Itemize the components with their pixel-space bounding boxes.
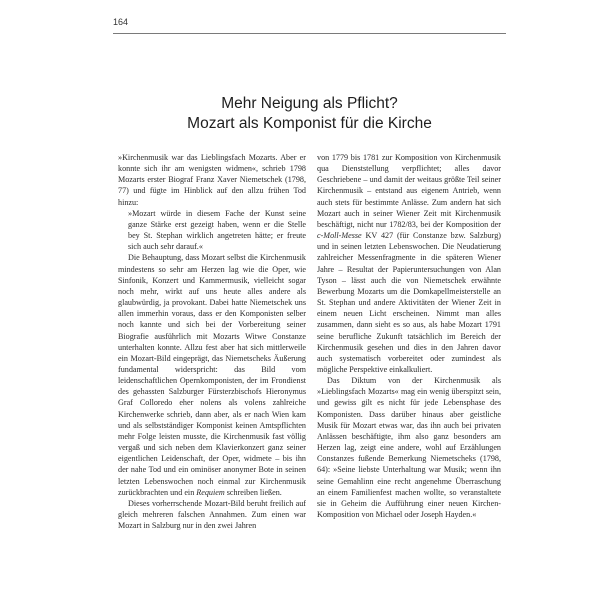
paragraph-text: schreiben ließen.: [224, 487, 282, 497]
heading-line-1: Mehr Neigung als Pflicht?: [221, 95, 398, 112]
heading-line-2: Mozart als Komponist für die Kirche: [187, 115, 432, 132]
paragraph: Das Diktum von der Kirchenmusik als »Lieblingsfach Mozarts« mag ein wenig überspitzt sein, und gewiss gilt es nicht für jede Lebensphase des Komponisten. Dass darüber hinaus aber geistliche Musik für Mozart etwas war, das ihn auch bei privaten Anlässen beschäftigte, ihm also ganz besonders am Herzen lag, zeigt eine andere, wohl auf Erzählungen Constanzes fußende Bemerkung Niemetscheks (1798, 64): »Seine liebste Unterhaltung war Musik; wenn ihn seine Gemahlinn eine recht angenehme Überraschung an einem Familienfest machen wollte, so veranstaltete sie in Geheim die Aufführung einer neuen Kirchen-Komposition von Michael oder Joseph Hayden.«: [317, 376, 501, 519]
requiem-title: Requiem: [196, 487, 225, 497]
chapter-heading: [113, 94, 506, 134]
paragraph: Dieses vorherrschende Mozart-Bild beruht freilich auf gleich mehreren falschen Annahmen. Zum einen war Mozart in Salzburg nur in den zwei Jahren: [118, 498, 306, 531]
right-column: [317, 152, 501, 520]
left-column: [118, 152, 306, 531]
paragraph: [317, 152, 501, 375]
paragraph: [118, 252, 306, 497]
paragraph-text: KV 427 (für Constanze bzw. Salzburg) und in seinen letzten Lebenswochen. Die Neudatierung zahlreicher Messenfragmente in die späteren Wiener Jahre – Resultat der Papieruntersuchungen von Alan Tyson – lässt auch die von Niemetschek erwähnte Bewerbung Mozarts um die Domkapellmeisterstelle an St. Stephan und andere Aktivitäten der Wiener Zeit in einem neuen Licht erscheinen. Nimmt man alles zusammen, dann sieht es so aus, als habe Mozart 1791 seine berufliche Zukunft tatsächlich im Bereich der Kirchenmusik gesehen und dies in den Jahren davor auch systematisch vorbereitet oder zumindest als mögliche Perspektive einkalkuliert.: [317, 231, 501, 374]
block-quote: »Mozart würde in diesem Fache der Kunst seine ganze Stärke erst gezeigt haben, wenn er die Stelle bey St. Stephan wirklich angetreten hätte; er freute sich auch sehr darauf.«: [128, 208, 306, 252]
paragraph-text: Die Behauptung, dass Mozart selbst die Kirchenmusik mindestens so sehr am Herzen lag wie die Oper, wie Sinfonik, Konzert und Kammermusik, vielleicht sogar noch mehr, wirkt auf uns heute alles andere als glaubwürdig, ja provokant. Dabei hatte Niemetschek uns allen immerhin voraus, dass er den Komponisten selber noch kannte und sich bei der Vorbereitung seiner Biografie ausführlich mit Mozarts Witwe Constanze unterhalten konnte. Allzu fest aber hat sich mittlerweile ein Mozart-Bild eingeprägt, das Niemetscheks Äußerung fundamental widerspricht: das Bild vom leidenschaftlichen Opernkomponisten, der im Frondienst des gehassten Salzburger Fürsterzbischofs Hieronymus Graf Colloredo eher nolens als volens zahlreiche Kirchenwerke schrieb, dann aber, als er nach Wien kam und als selbstständiger Komponist keinen Amtspflichten mehr Folge leisten musste, die Kirchenmusik fast völlig vergaß und sich neben dem Klavierkonzert ganz seiner eigentlichen Leidenschaft, der Oper, widmete – bis ihn der nahe Tod und ein ominöser anonymer Bote in seinen letzten Lebenswochen noch einmal zur Kirchenmusik zurückbrachten und ein: [118, 253, 306, 497]
paragraph-text: von 1779 bis 1781 zur Komposition von Kirchenmusik qua Dienststellung verpflichtet; alles davor Geschriebene – und damit der weitaus größte Teil seiner Kirchenmusik – entstand aus eigenem Antrieb, wenn auch stets für bestimmte Anlässe. Zum andern hat sich Mozart auch in seiner Wiener Zeit mit Kirchenmusik beschäftigt, nicht nur 1782/83, bei der Komposition der: [317, 153, 501, 229]
header-rule: [113, 33, 506, 34]
paragraph: »Kirchenmusik war das Lieblingsfach Mozarts. Aber er konnte sich ihr am wenigsten widmen«, schrieb 1798 Mozarts erster Biograf Franz Xaver Niemetschek (1798, 77) und fügte im Hinblick auf den allzu frühen Tod hinzu:: [118, 153, 306, 207]
page-number: 164: [113, 17, 129, 27]
work-title: c-Moll-Messe: [317, 231, 362, 241]
